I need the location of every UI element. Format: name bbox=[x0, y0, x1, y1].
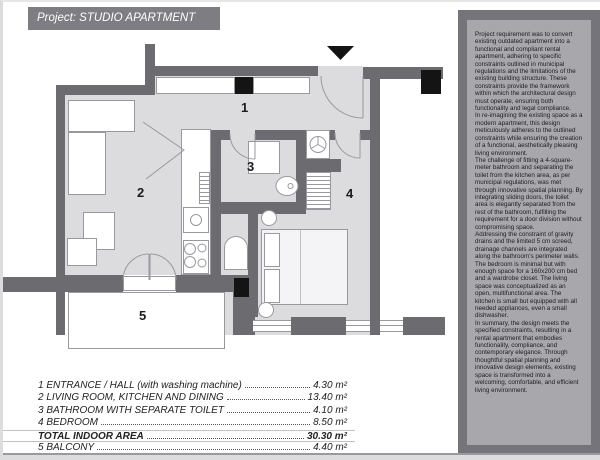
wall bbox=[176, 275, 221, 292]
legend-leader bbox=[227, 412, 310, 413]
nightstand bbox=[261, 210, 277, 226]
window bbox=[380, 320, 403, 332]
description-paragraph: Project requirement was to convert existing outdated apartment into a functional and compliant rental apartment, adhering to specific constraints outlined in municipal regulations and the limitations of the existing building structure. These constraints provide the framework within which the architectural design must operate, ensuring both functionality and legal compliance. bbox=[475, 31, 576, 113]
legend-row bbox=[3, 392, 355, 404]
wall bbox=[211, 130, 230, 140]
legend-area: 4.10 m² bbox=[313, 404, 347, 416]
legend-label: 5 BALCONY bbox=[38, 441, 95, 453]
hall-washing-machine bbox=[253, 77, 310, 94]
shaft-block bbox=[421, 70, 441, 94]
wall bbox=[360, 130, 370, 140]
legend-leader bbox=[97, 449, 310, 450]
balcony bbox=[68, 292, 225, 349]
floor-entrance-threshold bbox=[318, 66, 363, 79]
wall bbox=[56, 275, 123, 292]
description-paragraph: In re-imagining the existing space as a modern apartment, this design meticulously adheres to the outlined constraints while ensuring the creation of a functional, aesthetically pleasing living environment. bbox=[475, 112, 583, 157]
wall bbox=[330, 130, 335, 140]
wall bbox=[248, 214, 258, 317]
shaft-block bbox=[235, 77, 253, 94]
wall bbox=[306, 159, 341, 172]
legend-label: 4 BEDROOM bbox=[38, 417, 99, 429]
washbasin bbox=[224, 236, 248, 270]
legend-row bbox=[3, 380, 355, 392]
room-label-living: 2 bbox=[137, 185, 145, 200]
hall-wardrobe bbox=[156, 77, 235, 94]
wardrobe-closet bbox=[306, 172, 331, 210]
entrance-marker-icon bbox=[327, 46, 354, 60]
legend-label: 3 BATHROOM WITH SEPARATE TOILET bbox=[38, 404, 224, 416]
description-panel bbox=[458, 10, 600, 454]
wall-kitchen-bathroom bbox=[211, 130, 221, 275]
kitchen-shelves bbox=[199, 172, 210, 204]
description-text bbox=[467, 20, 591, 445]
ventilation-shaft bbox=[306, 130, 330, 159]
sofa bbox=[68, 100, 135, 132]
sofa bbox=[68, 132, 106, 195]
legend-label: 2 LIVING ROOM, KITCHEN AND DINING bbox=[38, 392, 224, 404]
legend-leader bbox=[147, 438, 304, 439]
wall-neighbor bbox=[403, 317, 445, 335]
wall bbox=[56, 85, 65, 335]
legend-label: 1 ENTRANCE / HALL (with washing machine) bbox=[38, 380, 242, 391]
window bbox=[346, 320, 370, 332]
kitchen-sink bbox=[183, 207, 209, 233]
legend-row bbox=[3, 417, 355, 429]
room-label-hall: 1 bbox=[241, 100, 249, 115]
description-paragraph: The challenge of fitting a 4-square-meter bathroom and separating the toilet from the kitchen area, as per municipal regulations, was met through innovative spatial planning. By integrating sliding doors, the toilet area is elegantly separated from the rest of the bathroom, fulfilling the requirement for a door division without compromising space. bbox=[475, 156, 583, 231]
wall bbox=[56, 85, 155, 95]
legend-leader bbox=[245, 387, 310, 388]
legend-area: 4.40 m² bbox=[313, 441, 347, 453]
legend-leader bbox=[101, 424, 310, 425]
description-paragraph: In summary, the design meets the specified constraints, resulting in a rental apartment that embodies functionality, compliance, and contemporary elegance. Through thoughtful spatial planning and innovative design elements, existing space is transformed into a welcoming, comfortable, and efficient living environment. bbox=[475, 319, 579, 394]
wall bbox=[370, 72, 380, 335]
legend-row-total bbox=[3, 430, 355, 442]
room-label-balcony: 5 bbox=[139, 308, 147, 323]
wall bbox=[255, 130, 296, 140]
legend-area: 30.30 m² bbox=[306, 430, 347, 442]
project-title: Project: STUDIO APARTMENT bbox=[28, 7, 220, 30]
kitchen-stove bbox=[183, 240, 209, 274]
legend-row bbox=[3, 405, 355, 417]
shaft-block bbox=[234, 278, 249, 297]
balcony-door-threshold bbox=[123, 276, 176, 291]
armchair-cushion bbox=[67, 238, 97, 266]
wall-bathroom-bottom bbox=[221, 202, 298, 214]
wall bbox=[145, 66, 318, 76]
bottom-border-strip bbox=[3, 455, 600, 460]
wall bbox=[145, 44, 155, 85]
wall bbox=[291, 317, 346, 335]
nightstand bbox=[258, 302, 274, 318]
legend-area: 4.30 m² bbox=[313, 380, 347, 391]
room-label-bedroom: 4 bbox=[346, 186, 354, 201]
room-label-bathroom: 3 bbox=[247, 159, 255, 174]
description-paragraph: Addressing the constraint of gravity drains and the limited 5 cm screed, drainage channels are integrated along the bathroom's perimeter walls. The bedroom is minimal but with enough space for a 160x200 cm bed and a wardrobe closet. The living space was conceptualized as an open, multifunctional area. The kitchen is small but equipped with all needed appliances, even a small dishwasher. bbox=[475, 230, 580, 320]
pillow bbox=[264, 233, 280, 267]
pillow bbox=[264, 269, 280, 303]
area-legend bbox=[3, 380, 355, 456]
legend-leader bbox=[227, 399, 305, 400]
blanket-line bbox=[300, 230, 301, 304]
window bbox=[253, 320, 291, 332]
legend-area: 13.40 m² bbox=[307, 392, 347, 404]
legend-label: TOTAL INDOOR AREA bbox=[38, 430, 144, 442]
legend-area: 8.50 m² bbox=[313, 417, 347, 429]
